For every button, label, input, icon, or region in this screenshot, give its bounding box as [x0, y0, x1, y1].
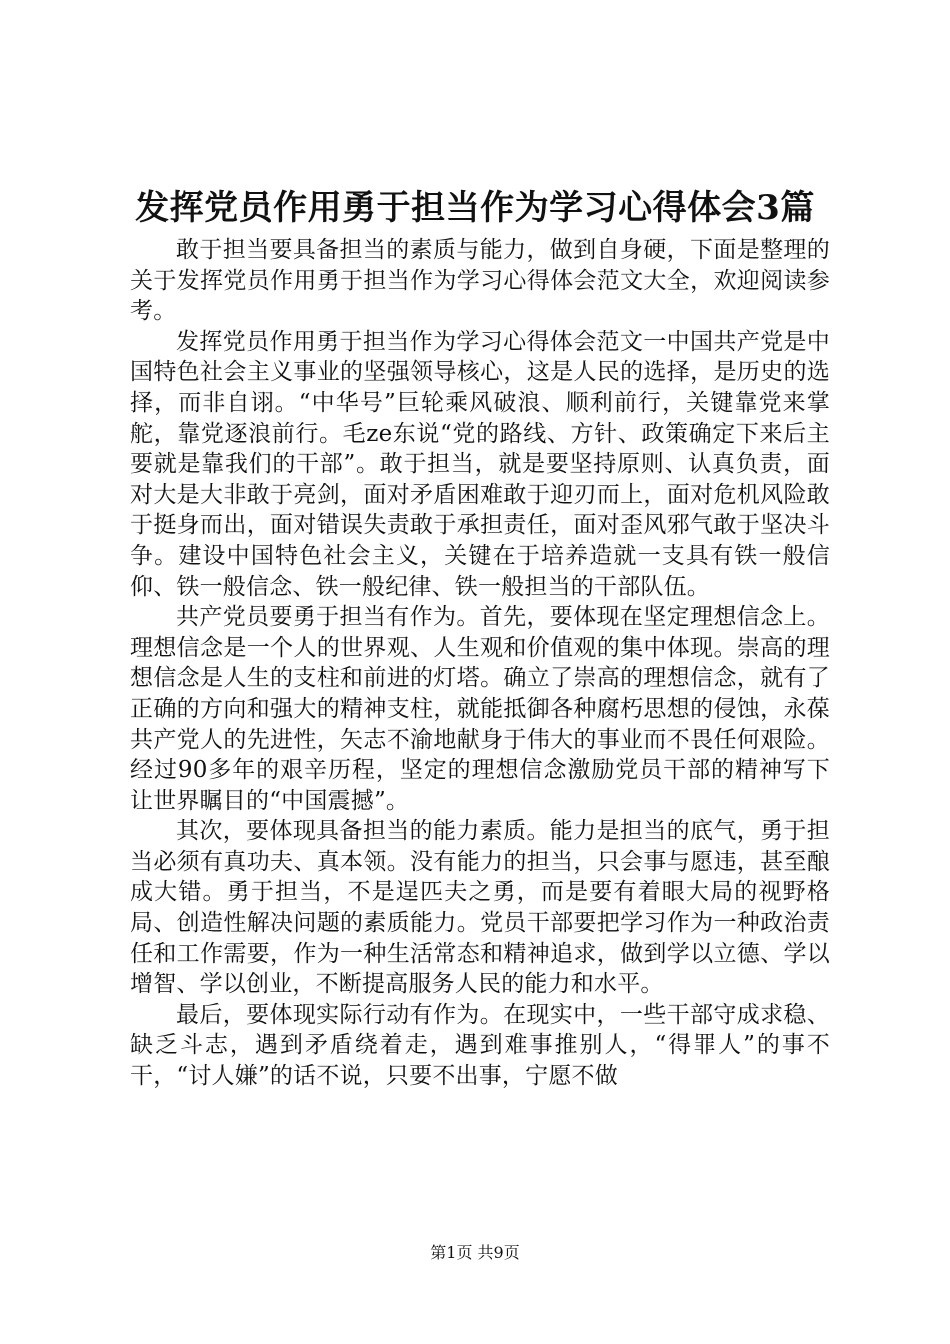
paragraph-last-point: 最后，要体现实际行动有作为。在现实中，一些干部守成求稳、缺乏斗志，遇到矛盾绕着走，遇到难事推别人，“得罪人”的事不干，“讨人嫌”的话不说，只要不出事，宁愿不做 — [130, 1001, 830, 1090]
page-number-footer: 第1页 共9页 — [430, 1243, 520, 1262]
paragraph-intro: 敢于担当要具备担当的素质与能力，做到自身硬，下面是整理的关于发挥党员作用勇于担当作为学习心得体会范文大全，欢迎阅读参考。 — [130, 237, 830, 325]
document-title: 发挥党员作用勇于担当作为学习心得体会3篇 — [135, 188, 815, 228]
paragraph-essay-one: 发挥党员作用勇于担当作为学习心得体会范文一中国共产党是中国特色社会主义事业的坚强领导核心，这是人民的选择，是历史的选择，而非自诩。“中华号”巨轮乘风破浪、顺利前行，关键靠党来掌舵，靠党逐浪前行。毛ze东说“党的路线、方针、政策确定下来后主要就是靠我们的干部”。敢于担当，就是要坚持原则、认真负责，面对大是大非敢于亮剑，面对矛盾困难敢于迎刃而上，面对危机风险敢于挺身而出，面对错误失责敢于承担责任，面对歪风邪气敢于坚决斗争。建设中国特色社会主义，关键在于培养造就一支具有铁一般信仰、铁一般信念、铁一般纪律、铁一般担当的干部队伍。 — [130, 328, 830, 600]
paragraph-second-point: 其次，要体现具备担当的能力素质。能力是担当的底气，勇于担当必须有真功夫、真本领。没有能力的担当，只会事与愿违，甚至酿成大错。勇于担当，不是逞匹夫之勇，而是要有着眼大局的视野格局、创造性解决问题的素质能力。党员干部要把学习作为一种政治责任和工作需要，作为一种生活常态和精神追求，做到学以立德、学以增智、学以创业，不断提高服务人民的能力和水平。 — [130, 818, 830, 998]
document-body — [130, 235, 830, 1092]
paragraph-first-point: 共产党员要勇于担当有作为。首先，要体现在坚定理想信念上。理想信念是一个人的世界观、人生观和价值观的集中体现。崇高的理想信念是人生的支柱和前进的灯塔。确立了崇高的理想信念，就有了正确的方向和强大的精神支柱，就能抵御各种腐朽思想的侵蚀，永葆共产党人的先进性，矢志不渝地献身于伟大的事业而不畏任何艰险。经过90多年的艰辛历程，坚定的理想信念激励党员干部的精神写下让世界瞩目的“中国震撼”。 — [130, 604, 830, 814]
